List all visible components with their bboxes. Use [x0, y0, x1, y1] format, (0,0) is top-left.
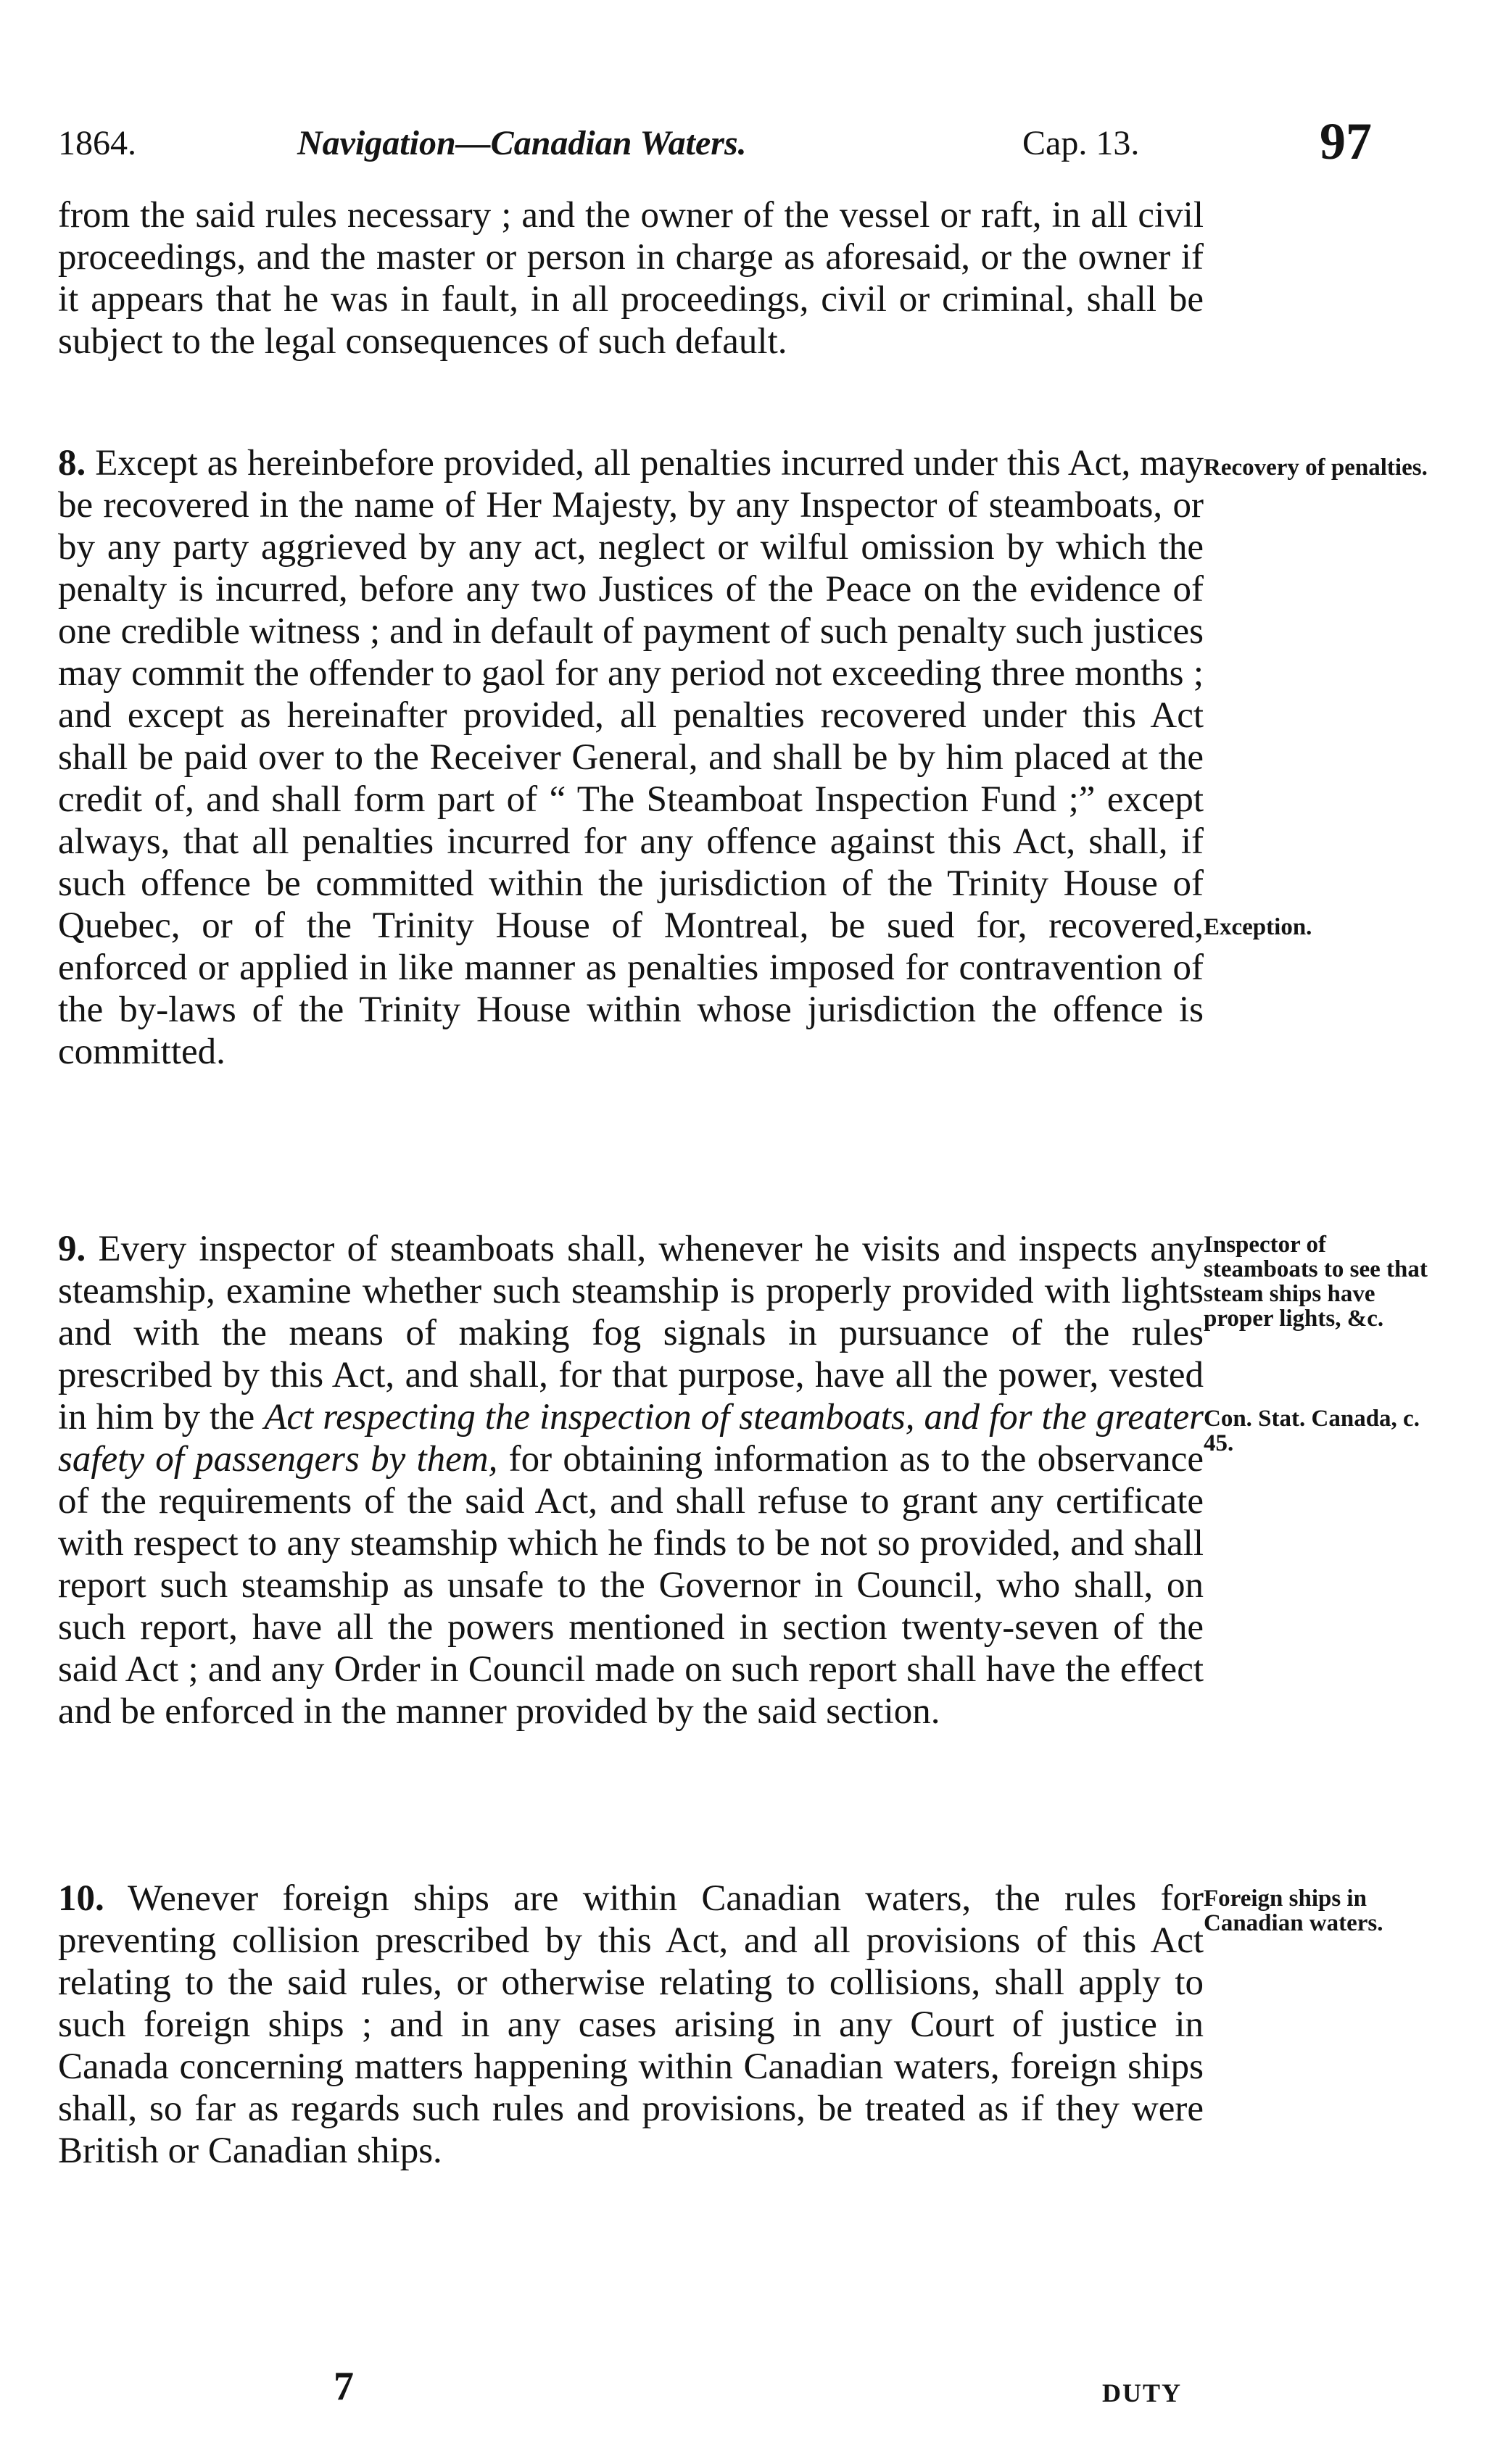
- paragraph-continuation: [58, 194, 1204, 362]
- continuation-text: from the said rules necessary ; and the owner of the vessel or raft, in all civil proceedings, and the master or person in charge as aforesaid, or the owner if it appears that he was in fault, in all proceedings, civil or criminal, shall be subject to the legal consequences of such default.: [58, 195, 1204, 362]
- section-9-text-b: for obtaining information as to the observance of the requirements of the said Act, and shall refuse to grant any certificate with respect to any steamship which he finds to be not so provided, and shall report such steamship as unsafe to the Governor in Council, who shall, on such report, have all the powers mentioned in section twenty-seven of the said Act ; and any Order in Council made on such report shall have the effect and be enforced in the manner provided by the said section.: [58, 1439, 1204, 1732]
- running-header: [58, 112, 1407, 174]
- margin-note-foreign-ships: Foreign ships in Canadian waters.: [1204, 1886, 1383, 1936]
- margin-note-citation: Con. Stat. Canada, c. 45.: [1204, 1406, 1420, 1456]
- section-9: [58, 1228, 1204, 1733]
- header-year: 1864.: [58, 124, 136, 162]
- section-10-text: Wenever foreign ships are within Canadian waters, the rules for preventing collision prescribed by this Act, and all provisions of this Act relating to the said rules, or otherwise relating to collisions, shall apply to such foreign ships ; and in any cases arising in any Court of justice in Canada concerning matters happening within Canadian waters, foreign ships shall, so far as regards such rules and provisions, be treated as if they were British or Canadian ships.: [58, 1878, 1204, 2171]
- margin-note-inspector-lights: Inspector of steamboats to see that steam ships have proper lights, &c.: [1204, 1232, 1428, 1332]
- header-title: Navigation—Canadian Waters.: [297, 124, 747, 162]
- section-9-number: 9.: [58, 1229, 86, 1269]
- header-chapter: Cap. 13.: [1022, 124, 1140, 162]
- section-8-number: 8.: [58, 443, 86, 484]
- section-10-number: 10.: [58, 1878, 104, 1919]
- margin-note-recovery-of-penalties: Recovery of penalties.: [1204, 455, 1428, 481]
- catchword: DUTY: [1102, 2378, 1183, 2407]
- section-9-text-a: Every inspector of steamboats shall, whenever he visits and inspects any steamship, examine whether such steamship is properly provided with lights and with the means of making fog signals in pursuance of the rules prescribed by this Act, and shall, for that purpose, have all the power, vested in him by the: [58, 1229, 1204, 1438]
- section-8: [58, 442, 1204, 1073]
- section-8-text: Except as hereinbefore provided, all penalties incurred under this Act, may be recovered in the name of Her Majesty, by any Inspector of steamboats, or by any party aggrieved by any act, neglect or wilful omission by which the penalty is incurred, before any two Justices of the Peace on the evidence of one credible witness ; and in default of payment of such penalty such justices may commit the offender to gaol for any period not exceeding three months ; and except as hereinafter provided, all penalties recovered under this Act shall be paid over to the Receiver General, and shall be by him placed at the credit of, and shall form part of “ The Steamboat Inspection Fund ;” except always, that all penalties incurred for any offence against this Act, shall, if such offence be committed within the jurisdiction of the Trinity House of Quebec, or of the Trinity House of Montreal, be sued for, recovered, enforced or applied in like manner as penalties imposed for contravention of the by-laws of the Trinity House within whose jurisdiction the offence is committed.: [58, 443, 1204, 1072]
- section-9-act-title: Act respecting the inspection of steamboats, and for the greater safety of passengers by them,: [58, 1397, 1204, 1480]
- margin-note-exception: Exception.: [1204, 914, 1312, 940]
- page-number: 97: [1320, 112, 1372, 170]
- signature-mark: 7: [334, 2364, 354, 2409]
- section-10: [58, 1878, 1204, 2172]
